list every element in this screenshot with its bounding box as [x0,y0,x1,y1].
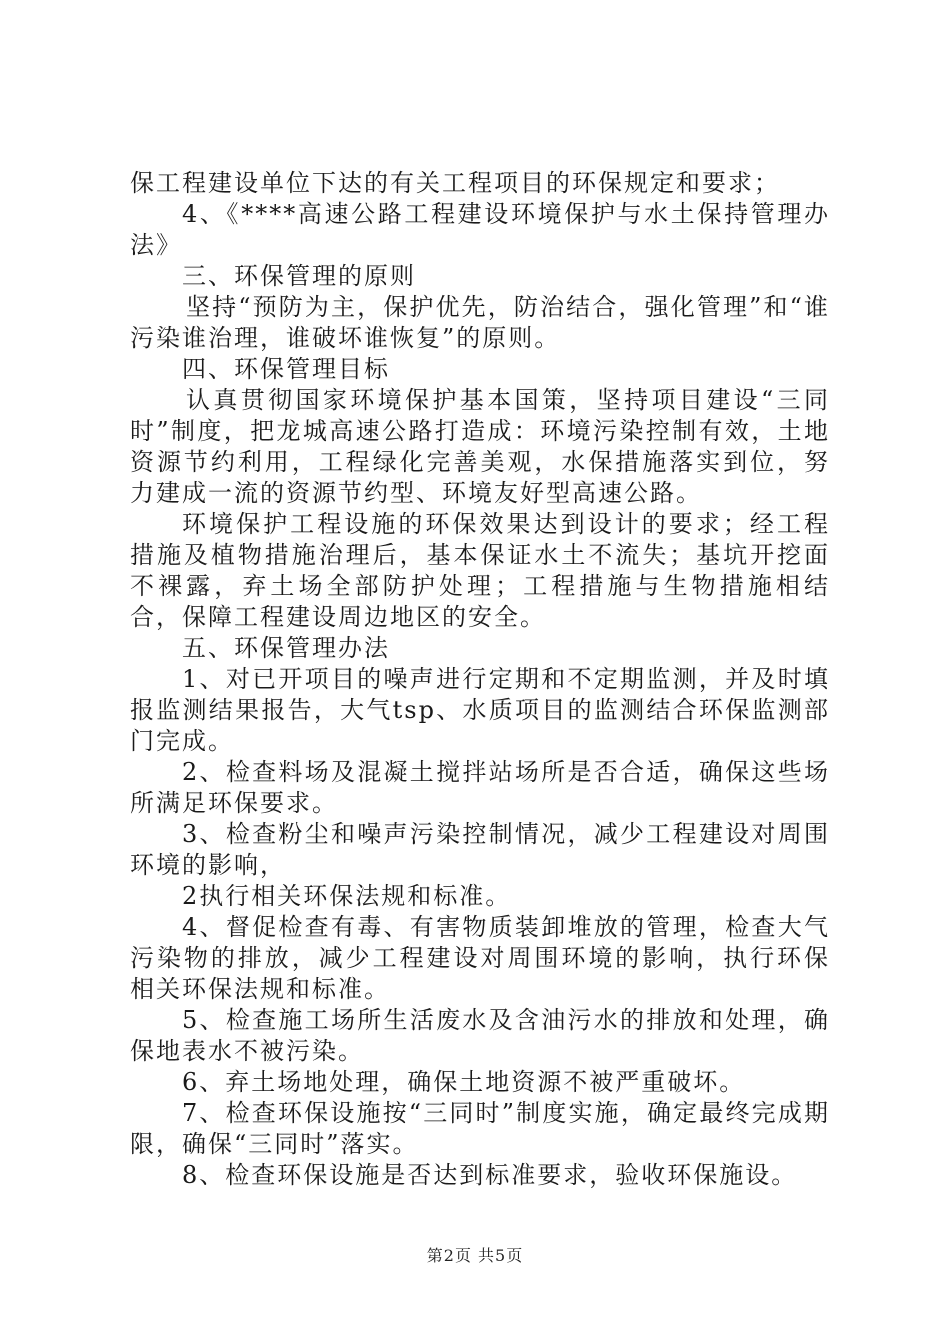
section-heading: 三、环保管理的原则 [182,262,416,290]
page-footer: 第2页 共5页 [426,1246,524,1265]
list-item: 2执行相关环保法规和标准。 [182,882,512,910]
paragraph: 认真贯彻国家环境保护基本国策，坚持项目建设“三同时”制度，把龙城高速公路打造成：环境污染控制有效，土地资源节约利用，工程绿化完善美观，水保措施落实到位，努力建成一流的资源节约型、环境友好型高速公路。 [130,386,830,507]
paragraph: 保工程建设单位下达的有关工程项目的环保规定和要求； [130,169,780,197]
section-heading: 五、环保管理办法 [182,634,390,662]
list-item: 4、督促检查有毒、有害物质装卸堆放的管理，检查大气污染物的排放，减少工程建设对周围环境的影响，执行环保相关环保法规和标准。 [130,913,830,1003]
list-item: 3、检查粉尘和噪声污染控制情况，减少工程建设对周围环境的影响， [130,820,830,879]
paragraph: 坚持“预防为主，保护优先，防治结合，强化管理”和“谁污染谁治理，谁破坏谁恢复”的原则。 [130,293,830,352]
list-item: 6、弃土场地处理，确保土地资源不被严重破坏。 [182,1068,746,1096]
list-item: 7、检查环保设施按“三同时”制度实施，确定最终完成期限，确保“三同时”落实。 [130,1099,830,1158]
list-item: 1、对已开项目的噪声进行定期和不定期监测，并及时填报监测结果报告，大气tsp、水质项目的监测结合环保监测部门完成。 [130,665,830,755]
section-heading: 四、环保管理目标 [182,355,390,383]
paragraph: 环境保护工程设施的环保效果达到设计的要求；经工程措施及植物措施治理后，基本保证水土不流失；基坑开挖面不裸露，弃土场全部防护处理；工程措施与生物措施相结合，保障工程建设周边地区的安全。 [130,510,830,631]
list-item: 2、检查料场及混凝土搅拌站场所是否合适，确保这些场所满足环保要求。 [130,758,830,817]
list-item: 5、检查施工场所生活废水及含油污水的排放和处理，确保地表水不被污染。 [130,1006,830,1065]
paragraph: 4、《****高速公路工程建设环境保护与水土保持管理办法》 [130,200,830,259]
list-item: 8、检查环保设施是否达到标准要求，验收环保施设。 [182,1161,798,1189]
document-body [130,168,830,1191]
